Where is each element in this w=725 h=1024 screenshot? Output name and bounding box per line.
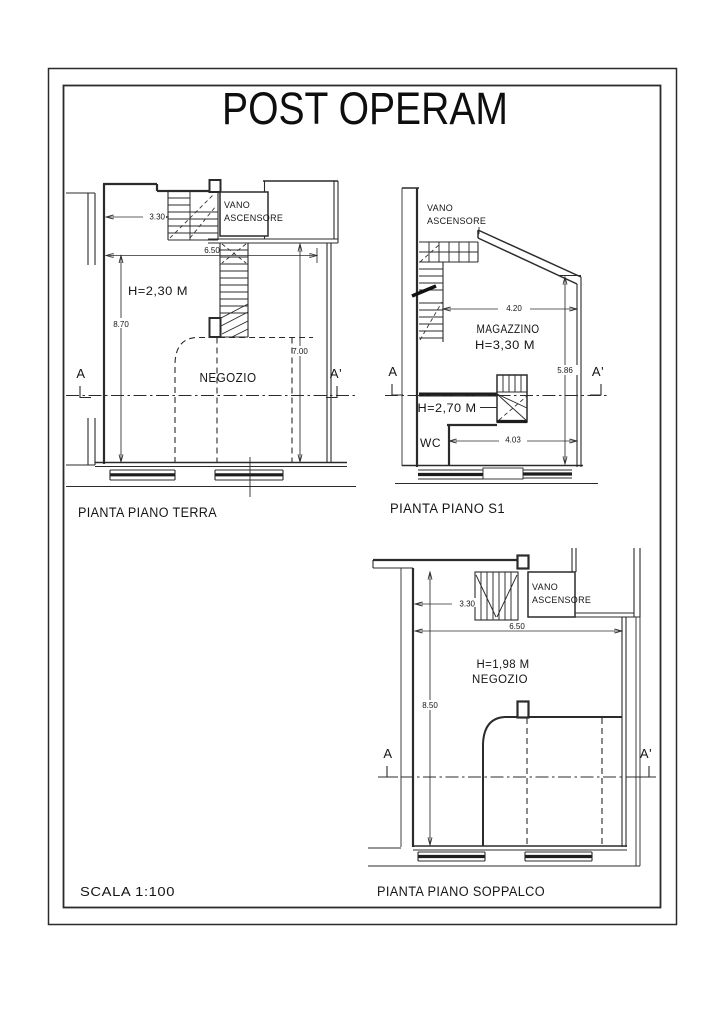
dim-3-30: 3.30 (149, 212, 165, 222)
plan-soppalco-storefront (418, 852, 592, 861)
scale-label: SCALA 1:100 (80, 885, 175, 899)
section-marker-a: A (383, 746, 393, 761)
plan-terra (66, 180, 356, 520)
plan-terra-elevator (220, 192, 283, 236)
section-marker-a2: A' (591, 364, 605, 379)
plan-soppalco (368, 548, 656, 899)
dim-8-70: 8.70 (113, 320, 129, 329)
sheet-title: POST OPERAM (222, 83, 508, 134)
dim-7-00: 7.00 (292, 347, 308, 356)
elevator-label: VANO (427, 203, 454, 213)
room-label: NEGOZIO (199, 370, 257, 385)
plan-s1-stairs (412, 242, 478, 342)
plan-s1-soppalco-stairs (497, 375, 527, 422)
plan-terra-main-stairs (210, 243, 249, 337)
elevator-label: ASCENSORE (224, 213, 284, 223)
plan-terra-upper-stairs (168, 180, 221, 240)
room2-height-label: H=2,70 M (417, 403, 477, 415)
plan-s1 (385, 188, 608, 516)
dim-6-50: 6.50 (509, 622, 525, 631)
dim-8-50: 8.50 (422, 701, 438, 710)
plan-soppalco-elevator (528, 572, 591, 617)
section-marker-a2: A' (329, 366, 343, 381)
dim-6-50: 6.50 (204, 246, 220, 255)
dim-4-20: 4.20 (506, 304, 522, 313)
elevator-label: ASCENSORE (427, 216, 487, 226)
plan-terra-negozio-boundary (175, 338, 313, 464)
page-border (49, 69, 677, 925)
room-height-label: H=2,30 M (128, 286, 188, 298)
plan-soppalco-mezzanine-edge (483, 702, 622, 847)
room-label: MAGAZZINO (476, 324, 540, 336)
plan-s1-caption: PIANTA PIANO S1 (390, 501, 505, 516)
elevator-label: VANO (224, 200, 251, 210)
dim-5-86: 5.86 (557, 366, 573, 375)
plan-terra-caption: PIANTA PIANO TERRA (78, 505, 217, 520)
plan-soppalco-walls (368, 548, 640, 866)
plan-terra-walls (66, 181, 347, 467)
dim-4-03: 4.03 (505, 435, 521, 445)
plan-soppalco-section-line (378, 746, 656, 777)
section-marker-a: A (76, 366, 86, 381)
wc-label: WC (420, 436, 441, 450)
room-height-label: H=1,98 M (476, 659, 530, 671)
section-marker-a: A (388, 364, 398, 379)
plan-soppalco-stairs (475, 556, 529, 621)
room-height-label: H=3,30 M (475, 340, 535, 352)
plan-s1-dimensions (443, 277, 578, 464)
elevator-label: ASCENSORE (532, 595, 592, 605)
dim-3-30: 3.30 (459, 599, 475, 609)
plan-soppalco-caption: PIANTA PIANO SOPPALCO (377, 884, 545, 899)
room-label: NEGOZIO (472, 672, 528, 686)
elevator-label: VANO (532, 582, 559, 592)
plan-s1-storefront (395, 468, 598, 484)
section-marker-a2: A' (639, 746, 653, 761)
